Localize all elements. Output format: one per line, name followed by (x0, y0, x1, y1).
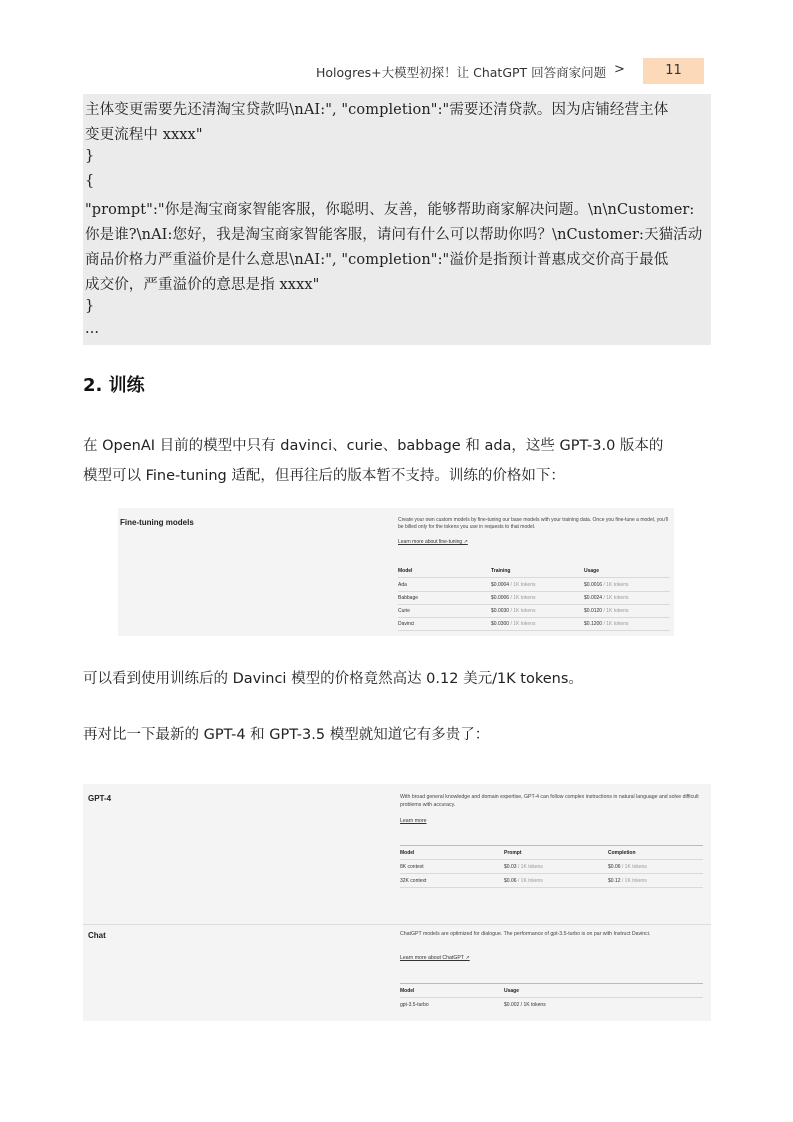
code-line: ... (85, 321, 100, 337)
table-header-row (400, 983, 703, 998)
model-cell: Davinci (398, 621, 415, 627)
chat-title: Chat (88, 931, 106, 940)
table-header-row (398, 564, 670, 578)
column-header: Training (491, 568, 511, 574)
section-title: 2. 训练 (83, 375, 145, 396)
table-row (400, 860, 703, 874)
usage-cell: $0.002 / 1K tokens (504, 1002, 546, 1008)
table-row (398, 591, 670, 605)
usage-cell: $0.0120 / 1K tokens (584, 608, 629, 614)
page-number: 11 (643, 58, 704, 84)
paragraph-line: 再对比一下最新的 GPT-4 和 GPT-3.5 模型就知道它有多贵了： (83, 727, 490, 743)
fine-tuning-pricing-screenshot (118, 508, 674, 636)
model-cell: 8K context (400, 864, 424, 870)
column-header: Model (398, 568, 413, 574)
code-line: } (85, 148, 95, 164)
model-cell: gpt-3.5-turbo (400, 1002, 429, 1008)
code-block (83, 94, 711, 345)
fine-tuning-table (398, 564, 670, 634)
column-header: Model (400, 850, 415, 856)
fine-tuning-description: Create your own custom models by fine-tuning our base models with your training data. Once you fine-tune a model, you'll be billed only for the tokens you use in requests to that model. (398, 517, 668, 530)
chat-description: ChatGPT models are optimized for dialogue. The performance of gpt-3.5-turbo is on par with Instruct Davinci. (400, 931, 651, 937)
model-cell: 32K context (400, 878, 427, 884)
header-title: Hologres+大模型初探！让 ChatGPT 回答商家问题 (316, 65, 607, 80)
gpt4-description: With broad general knowledge and domain expertise, GPT-4 can follow complex instructions in natural language and solve difficult problems with accuracy. (400, 794, 699, 808)
column-header: Completion (608, 850, 636, 856)
model-cell: Babbage (398, 595, 419, 601)
code-line: { (85, 173, 95, 189)
paragraph-line: 可以看到使用训练后的 Davinci 模型的价格竟然高达 0.12 美元/1K tokens。 (83, 671, 583, 687)
model-cell: Ada (398, 582, 407, 588)
table-row (400, 998, 703, 1011)
gpt4-chat-pricing-screenshot (83, 784, 711, 1021)
table-header-row (400, 845, 703, 860)
code-line: 你是谁?\nAI:您好，我是淘宝商家智能客服，请问有什么可以帮助你吗？\nCustomer:天猫活动 (85, 227, 703, 243)
table-row (400, 874, 703, 888)
completion-cell: $0.06 / 1K tokens (608, 864, 647, 870)
table-row (398, 578, 670, 592)
paragraph-line: 在 OpenAI 目前的模型中只有 davinci、curie、babbage 和 ada，这些 GPT-3.0 版本的 (83, 438, 664, 454)
column-header: Prompt (504, 850, 522, 856)
table-row (398, 604, 670, 618)
table-row (398, 617, 670, 631)
usage-cell: $0.1200 / 1K tokens (584, 621, 629, 627)
training-cell: $0.0300 / 1K tokens (491, 621, 536, 627)
chat-learn-more-link[interactable]: Learn more about ChatGPT ↗ (400, 955, 470, 961)
training-cell: $0.0004 / 1K tokens (491, 582, 536, 588)
code-line: } (85, 298, 95, 314)
fine-tuning-title: Fine-tuning models (120, 518, 194, 527)
model-cell: Curie (398, 608, 410, 614)
prompt-cell: $0.06 / 1K tokens (504, 878, 543, 884)
column-header: Usage (504, 988, 520, 994)
section-divider (83, 924, 711, 925)
gpt4-table (400, 845, 703, 893)
completion-cell: $0.12 / 1K tokens (608, 878, 647, 884)
gpt4-learn-more-link[interactable]: Learn more (400, 818, 427, 824)
usage-cell: $0.0016 / 1K tokens (584, 582, 629, 588)
code-line: 主体变更需要先还清淘宝贷款吗\nAI:", "completion":"需要还清贷款。因为店铺经营主体 (85, 102, 669, 118)
training-cell: $0.0030 / 1K tokens (491, 608, 536, 614)
page-header (0, 58, 793, 86)
prompt-cell: $0.03 / 1K tokens (504, 864, 543, 870)
column-header: Usage (584, 568, 600, 574)
fine-tuning-learn-more-link[interactable]: Learn more about fine-tuning ↗ (398, 539, 468, 545)
usage-cell: $0.0024 / 1K tokens (584, 595, 629, 601)
code-line: 变更流程中 xxxx" (85, 127, 203, 143)
paragraph-line: 模型可以 Fine-tuning 适配，但再往后的版本暂不支持。训练的价格如下： (83, 468, 565, 484)
chat-table (400, 983, 703, 1017)
code-line: 商品价格力严重溢价是什么意思\nAI:", "completion":"溢价是指预计普惠成交价高于最低 (85, 252, 669, 268)
gpt4-title: GPT-4 (88, 794, 112, 803)
column-header: Model (400, 988, 415, 994)
header-arrow: > (614, 62, 625, 77)
code-line: 成交价，严重溢价的意思是指 xxxx" (85, 277, 320, 293)
code-line: "prompt":"你是淘宝商家智能客服，你聪明、友善，能够帮助商家解决问题。\n\nCustomer: (85, 202, 695, 218)
training-cell: $0.0006 / 1K tokens (491, 595, 536, 601)
